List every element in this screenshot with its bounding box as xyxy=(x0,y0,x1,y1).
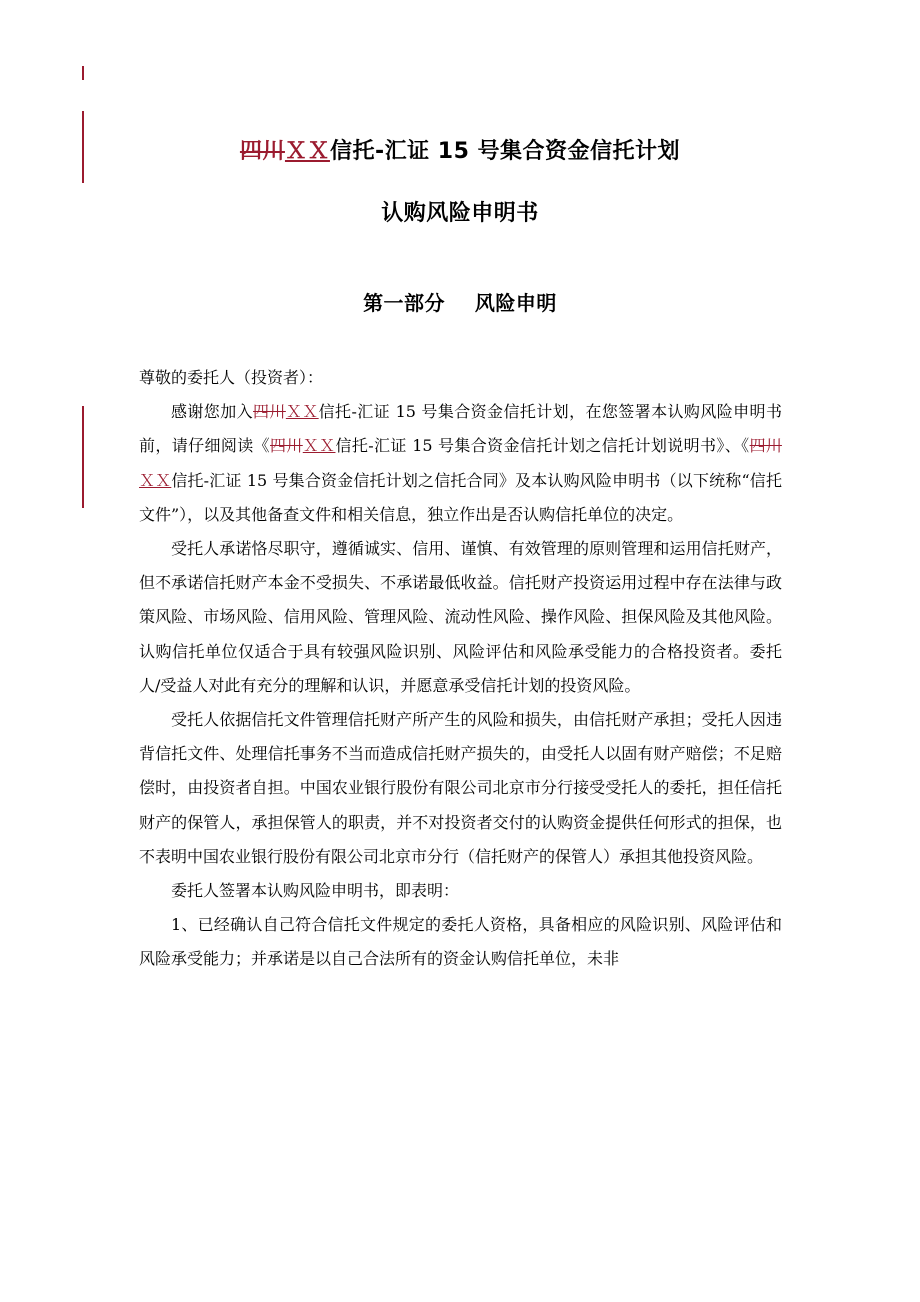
inserted-text: ＸＸ xyxy=(284,139,330,164)
text-run: 信托-汇证 15 号集合资金信托计划，在您签署本认购风险申明书前，请仔细阅读《 xyxy=(139,402,782,456)
deleted-text: 四川 xyxy=(239,139,285,164)
paragraph-risk-liability: 受托人依据信托文件管理信托财产所产生的风险和损失，由信托财产承担；受托人因违背信托文件、处理信托事务不当而造成信托财产损失的，由受托人以固有财产赔偿；不足赔偿时，由投资者自担。中国农业银行股份有限公司北京市分行接受受托人的委托，担任信托财产的保管人，承担保管人的职责，并不对投资者交付的认购资金提供任何形式的担保，也不表明中国农业银行股份有限公司北京市分行（信托财产的保管人）承担其他投资风险。 xyxy=(139,710,782,866)
revision-bar xyxy=(82,66,84,80)
paragraph-signing: 委托人签署本认购风险申明书，即表明： xyxy=(171,881,460,901)
document-subtitle: 认购风险申明书 xyxy=(381,201,539,226)
deleted-text: 四川 xyxy=(270,436,303,456)
text-run: 感谢您加入 xyxy=(171,402,254,422)
deleted-text: 四川 xyxy=(253,402,286,422)
inserted-text: ＸＸ xyxy=(302,436,336,456)
deleted-text: 四川 xyxy=(749,436,782,456)
text-run: 信托-汇证 15 号集合资金信托计划之信托合同》及本认购风险申明书（以下统称“信托文件”），以及其他备查文件和相关信息，独立作出是否认购信托单位的决定。 xyxy=(139,470,782,524)
inserted-text: ＸＸ xyxy=(139,470,172,490)
salutation: 尊敬的委托人（投资者）： xyxy=(139,368,324,387)
paragraph-clause-1: 1、已经确认自己符合信托文件规定的委托人资格，具备相应的风险识别、风险评估和风险承受能力；并承诺是以自己合法所有的资金认购信托单位，未非 xyxy=(139,915,782,969)
paragraph-trustee-commitment: 受托人承诺恪尽职守，遵循诚实、信用、谨慎、有效管理的原则管理和运用信托财产，但不承诺信托财产本金不受损失、不承诺最低收益。信托财产投资运用过程中存在法律与政策风险、市场风险、信用风险、管理风险、流动性风险、操作风险、担保风险及其他风险。认购信托单位仅适合于具有较强风险识别、风险评估和风险承受能力的合格投资者。委托人/受益人对此有充分的理解和认识，并愿意承受信托计划的投资风险。 xyxy=(139,539,782,695)
revision-bar xyxy=(82,406,84,508)
paragraph-intro xyxy=(139,395,782,532)
section-heading: 第一部分 风险申明 xyxy=(363,291,557,315)
title-text: 信托-汇证 15 号集合资金信托计划 xyxy=(329,139,681,164)
inserted-text: ＸＸ xyxy=(285,402,319,422)
document-title xyxy=(0,134,920,165)
document-body xyxy=(139,361,782,977)
text-run: 信托-汇证 15 号集合资金信托计划之信托计划说明书》、《 xyxy=(335,436,750,456)
